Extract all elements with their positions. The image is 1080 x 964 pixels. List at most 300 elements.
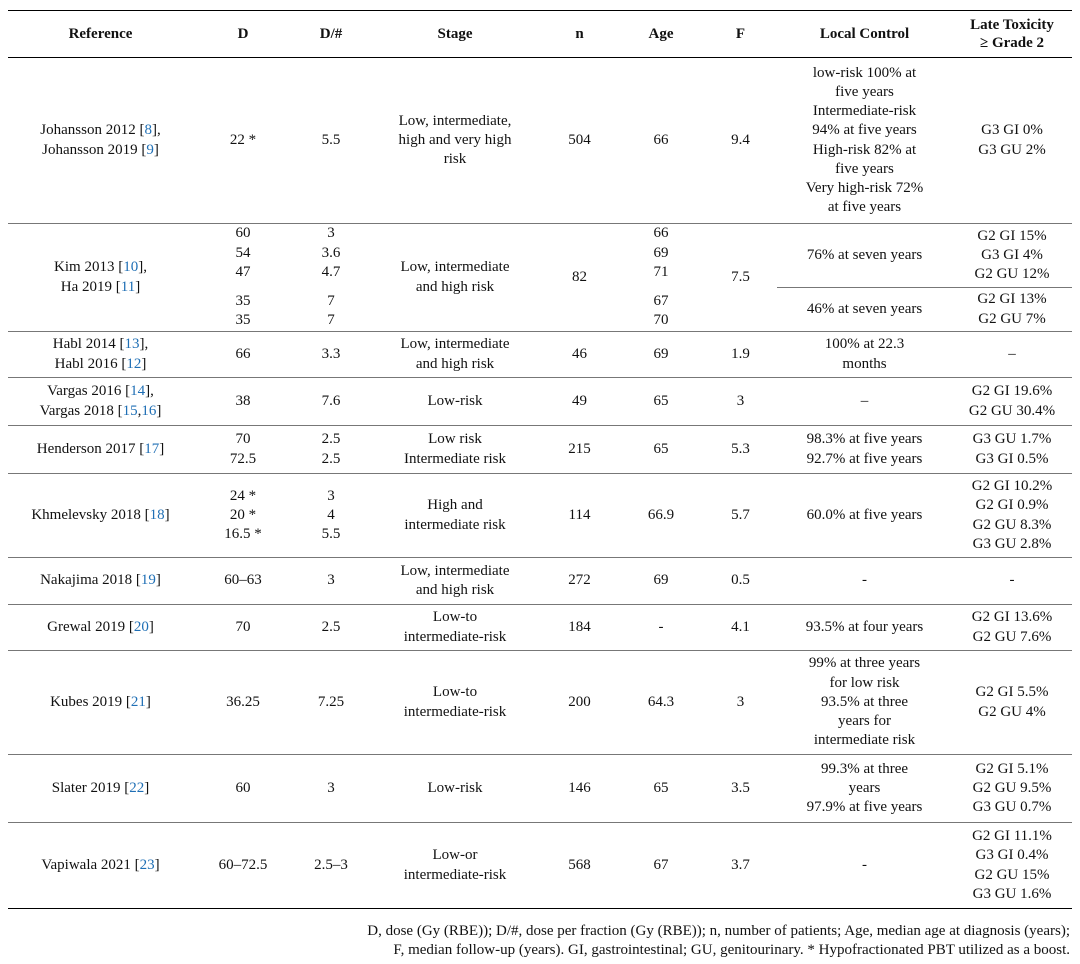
reference-line	[11, 355, 190, 374]
dose-cell-line: 36.25	[226, 693, 260, 710]
stage-cell-line: Low-or	[432, 847, 478, 864]
citation-link[interactable]: 13	[124, 336, 140, 353]
reference-cell	[8, 558, 193, 605]
reference-text: Nakajima 2018 [	[40, 572, 141, 589]
age-cell	[618, 651, 704, 755]
stage-cell	[369, 651, 541, 755]
stage-cell-line: Low, intermediate	[400, 336, 510, 353]
citation-link[interactable]: 9	[146, 141, 154, 158]
dose-cell-line: 38	[235, 392, 251, 409]
reference-text: ]	[153, 141, 159, 158]
table-row	[8, 224, 1072, 288]
header-late-toxicity-line1: Late Toxicity	[970, 17, 1054, 33]
dose-cell	[193, 755, 293, 823]
local-control-cell-line: 97.9% at five years	[806, 799, 923, 816]
patients-cell-value: 184	[568, 618, 591, 635]
dose-cell-line: 54	[235, 244, 251, 261]
age-cell-line: 69	[653, 345, 669, 362]
table-header-row	[8, 11, 1072, 58]
reference-line	[11, 402, 190, 421]
follow-up-cell-value: 3	[736, 693, 745, 710]
citation-link[interactable]: 21	[130, 693, 146, 710]
dose-per-fraction-cell-line: 2.5–3	[314, 856, 348, 873]
dose-cell-line: 35	[235, 312, 251, 329]
reference-text: Johansson 2012 [	[40, 122, 145, 139]
reference-text: ],	[138, 259, 147, 276]
dose-cell	[193, 224, 293, 332]
dose-cell	[193, 474, 293, 558]
late-toxicity-cell-line: G2 GU 15%	[974, 866, 1050, 883]
header-age: Age	[618, 11, 704, 58]
late-toxicity-cell-line: G2 GI 5.5%	[975, 684, 1049, 701]
age-cell	[618, 224, 704, 332]
late-toxicity-cell-line: G3 GI 4%	[981, 246, 1043, 263]
dose-per-fraction-cell-line: 3	[327, 572, 335, 589]
age-cell	[618, 755, 704, 823]
late-toxicity-cell	[952, 474, 1072, 558]
late-toxicity-cell	[952, 651, 1072, 755]
table-body	[8, 58, 1072, 909]
stage-cell-line: High and	[427, 497, 483, 514]
local-control-cell	[777, 58, 952, 224]
local-control-cell-line: -	[862, 856, 867, 873]
reference-line	[11, 121, 190, 140]
patients-cell	[541, 58, 618, 224]
local-control-cell-line: 99.3% at three	[820, 760, 909, 777]
local-control-cell-line: 98.3% at five years	[806, 431, 923, 448]
table-row	[8, 605, 1072, 651]
header-follow-up: F	[704, 11, 777, 58]
reference-cell	[8, 224, 193, 332]
stage-cell-line: and high risk	[415, 278, 495, 295]
stage-cell-line: and high risk	[415, 582, 495, 598]
patients-cell	[541, 426, 618, 474]
local-control-cell	[777, 426, 952, 474]
dose-per-fraction-cell	[293, 605, 369, 651]
local-control-cell-line: at five years	[827, 199, 902, 216]
citation-link[interactable]: 14	[130, 383, 146, 400]
reference-line	[11, 571, 190, 590]
local-control-cell-line: 100% at 22.3	[824, 336, 905, 353]
dose-cell-line: 20 *	[229, 506, 257, 523]
dose-per-fraction-cell-line: 3	[327, 487, 335, 504]
stage-cell-line: intermediate-risk	[403, 703, 507, 720]
late-toxicity-cell-line: G2 GI 10.2%	[971, 478, 1053, 495]
stage-cell	[369, 58, 541, 224]
table-row	[8, 332, 1072, 378]
local-control-cell	[777, 605, 952, 651]
dose-per-fraction-cell-line: 2.5	[321, 431, 341, 448]
footnote-line: D, dose (Gy (RBE)); D/#, dose per fraction (Gy (RBE)); n, number of patients; Age, median age at diagnosis (years);	[367, 923, 1070, 939]
late-toxicity-cell-line: G3 GI 0%	[981, 122, 1043, 139]
dose-per-fraction-cell-line: 3	[327, 779, 335, 796]
dose-per-fraction-cell	[293, 426, 369, 474]
stage-cell-line: Low risk	[428, 431, 482, 448]
age-cell	[618, 474, 704, 558]
header-dose: D	[193, 11, 293, 58]
age-cell-line: 69	[653, 244, 669, 261]
reference-cell	[8, 605, 193, 651]
dose-per-fraction-cell-line: 4	[327, 506, 335, 523]
stage-cell-line: Intermediate risk	[403, 450, 507, 467]
reference-cell	[8, 378, 193, 426]
late-toxicity-cell-line: G2 GU 7%	[978, 310, 1046, 327]
patients-cell	[541, 823, 618, 909]
late-toxicity-cell-line: –	[1008, 345, 1016, 362]
follow-up-cell	[704, 474, 777, 558]
table-footnote	[10, 922, 1070, 960]
dose-per-fraction-cell-line: 3.6	[321, 244, 341, 261]
dose-cell	[193, 823, 293, 909]
follow-up-cell	[704, 558, 777, 605]
dose-cell	[193, 651, 293, 755]
late-toxicity-cell-line: G2 GI 13.6%	[971, 609, 1053, 626]
age-cell-line: 65	[653, 392, 669, 409]
table-row	[8, 755, 1072, 823]
dose-cell	[193, 426, 293, 474]
reference-text: Vargas 2016 [	[47, 383, 131, 400]
dose-cell	[193, 378, 293, 426]
reference-text: ]	[145, 693, 151, 710]
late-toxicity-cell-line: G3 GU 1.6%	[972, 885, 1052, 902]
patients-cell	[541, 378, 618, 426]
dose-per-fraction-cell	[293, 651, 369, 755]
dose-cell-line: 35	[235, 293, 251, 310]
follow-up-cell-value: 7.5	[731, 268, 750, 285]
late-toxicity-cell-line: G2 GI 11.1%	[972, 828, 1052, 845]
reference-line	[11, 440, 190, 459]
citation-link[interactable]: 20	[133, 618, 149, 635]
dose-per-fraction-cell-line: 7	[327, 312, 335, 329]
stage-cell	[369, 474, 541, 558]
footnote-line: F, median follow-up (years). GI, gastrointestinal; GU, genitourinary. * Hypofractionated PBT utilized as a boost.	[393, 942, 1070, 958]
age-cell	[618, 558, 704, 605]
citation-link[interactable]: 18	[149, 506, 165, 523]
late-toxicity-cell	[952, 58, 1072, 224]
follow-up-cell-value: 3.5	[731, 779, 750, 796]
reference-line	[11, 856, 190, 875]
citation-link[interactable]: 8	[144, 122, 152, 139]
header-reference: Reference	[8, 11, 193, 58]
reference-text: ]	[154, 856, 160, 873]
header-late-toxicity	[952, 11, 1072, 58]
local-control-cell-line: years	[848, 779, 881, 796]
follow-up-cell	[704, 332, 777, 378]
reference-cell	[8, 58, 193, 224]
dose-per-fraction-cell	[293, 378, 369, 426]
reference-cell	[8, 332, 193, 378]
age-cell-line: 69	[653, 572, 669, 589]
follow-up-cell	[704, 58, 777, 224]
local-control-cell-line: for low risk	[829, 674, 900, 691]
late-toxicity-cell-line: G3 GI 0.4%	[975, 847, 1049, 864]
patients-cell	[541, 558, 618, 605]
follow-up-cell-value: 9.4	[731, 131, 750, 148]
late-toxicity-cell	[952, 224, 1072, 288]
local-control-cell-line: 94% at five years	[812, 122, 917, 139]
stage-cell	[369, 426, 541, 474]
follow-up-cell-value: 4.1	[731, 618, 750, 635]
header-local-control: Local Control	[777, 11, 952, 58]
reference-text: Grewal 2019 [	[47, 618, 134, 635]
patients-cell-value: 215	[568, 440, 591, 457]
age-cell	[618, 58, 704, 224]
local-control-cell-line: 93.5% at three	[820, 693, 909, 710]
age-cell-line: 66	[653, 131, 669, 148]
dose-per-fraction-cell	[293, 332, 369, 378]
late-toxicity-cell-line: G2 GU 7.6%	[972, 628, 1052, 645]
citation-link[interactable]: 11	[120, 278, 136, 295]
citation-link[interactable]: 17	[144, 440, 160, 457]
stage-cell	[369, 605, 541, 651]
stage-cell	[369, 332, 541, 378]
table-row	[8, 58, 1072, 224]
table-row	[8, 474, 1072, 558]
reference-cell	[8, 474, 193, 558]
reference-text: ]	[159, 440, 165, 457]
local-control-cell-line: –	[860, 392, 869, 409]
patients-cell-value: 568	[568, 856, 591, 873]
dose-per-fraction-cell	[293, 755, 369, 823]
reference-line	[11, 618, 190, 637]
patients-cell-value: 82	[572, 268, 587, 285]
dose-cell	[193, 558, 293, 605]
reference-cell	[8, 755, 193, 823]
patients-cell-value: 146	[568, 779, 591, 796]
dose-cell-line: 66	[235, 345, 251, 362]
dose-cell-line: 60–63	[224, 572, 262, 589]
local-control-cell-line: 92.7% at five years	[806, 450, 923, 467]
dose-cell-line: 47	[235, 263, 251, 280]
follow-up-cell	[704, 755, 777, 823]
reference-text: ]	[141, 355, 147, 372]
dose-cell-line: 16.5 *	[224, 526, 262, 543]
local-control-cell-line: -	[862, 572, 867, 589]
late-toxicity-cell	[952, 288, 1072, 332]
patients-cell-value: 114	[568, 506, 591, 523]
age-cell-line: 65	[653, 779, 669, 796]
patients-cell	[541, 474, 618, 558]
header-late-toxicity-line2: ≥ Grade 2	[979, 35, 1045, 51]
local-control-cell	[777, 332, 952, 378]
reference-text: ]	[144, 779, 150, 796]
stage-cell	[369, 823, 541, 909]
late-toxicity-cell-line: G2 GU 8.3%	[972, 516, 1052, 533]
late-toxicity-cell	[952, 755, 1072, 823]
dose-cell-line: 70	[235, 618, 251, 635]
age-cell	[618, 378, 704, 426]
follow-up-cell	[704, 224, 777, 332]
dose-per-fraction-cell	[293, 58, 369, 224]
late-toxicity-cell-line: G3 GU 2%	[978, 141, 1046, 158]
late-toxicity-cell-line: G2 GU 9.5%	[972, 779, 1052, 796]
reference-text: ]	[155, 572, 161, 589]
dose-cell-line: 70	[235, 431, 251, 448]
patients-cell	[541, 651, 618, 755]
table-row	[8, 426, 1072, 474]
dose-per-fraction-cell	[293, 474, 369, 558]
dose-cell-line: 24 *	[229, 487, 257, 504]
local-control-cell-line: months	[842, 355, 887, 372]
late-toxicity-cell-line: G2 GI 13%	[977, 291, 1047, 308]
patients-cell	[541, 332, 618, 378]
local-control-cell	[777, 474, 952, 558]
reference-text: Habl 2014 [	[52, 336, 125, 353]
reference-text: ],	[151, 122, 161, 139]
local-control-cell	[777, 288, 952, 332]
follow-up-cell-value: 5.3	[731, 440, 750, 457]
local-control-cell	[777, 823, 952, 909]
reference-text: Kim 2013 [	[54, 259, 124, 276]
stage-cell-line: high and very high	[398, 131, 512, 148]
follow-up-cell	[704, 378, 777, 426]
citation-link[interactable]: 12	[126, 355, 142, 372]
follow-up-cell-value: 3.7	[731, 856, 750, 873]
local-control-cell-line: Very high-risk 72%	[805, 179, 924, 196]
reference-text: ]	[156, 402, 162, 419]
dose-cell	[193, 332, 293, 378]
local-control-cell	[777, 558, 952, 605]
table-row	[8, 823, 1072, 909]
patients-cell-value: 272	[568, 572, 591, 589]
age-cell-line: -	[658, 618, 664, 635]
citation-link[interactable]: 10	[123, 259, 139, 276]
reference-text: ]	[148, 618, 154, 635]
dose-per-fraction-cell-line: 2.5	[321, 450, 341, 467]
stage-cell	[369, 224, 541, 332]
dose-cell-line: 72.5	[229, 450, 257, 467]
dose-per-fraction-cell-line: 7.25	[317, 693, 345, 710]
dose-per-fraction-cell-line: 3	[327, 225, 335, 242]
follow-up-cell-value: 5.7	[731, 506, 750, 523]
dose-per-fraction-cell-line: 7	[327, 293, 335, 310]
stage-cell	[369, 755, 541, 823]
stage-cell-line: risk	[443, 151, 467, 168]
dose-per-fraction-cell	[293, 224, 369, 332]
dose-cell-line: 60	[235, 225, 251, 242]
late-toxicity-cell	[952, 426, 1072, 474]
stage-cell-line: Low, intermediate	[400, 562, 510, 579]
local-control-cell	[777, 224, 952, 288]
dose-cell	[193, 58, 293, 224]
citation-link[interactable]: 15	[122, 402, 138, 419]
local-control-cell-line: low-risk 100% at	[812, 64, 917, 81]
age-cell-line: 65	[653, 440, 669, 457]
age-cell-line: 71	[653, 263, 669, 280]
stage-cell-line: Low, intermediate,	[398, 112, 512, 129]
reference-text: ],	[139, 336, 149, 353]
dose-per-fraction-cell-line: 7.6	[321, 392, 341, 409]
dose-cell-line: 60–72.5	[218, 856, 268, 873]
reference-cell	[8, 823, 193, 909]
citation-link[interactable]: 22	[129, 779, 145, 796]
age-cell-line: 67	[653, 856, 669, 873]
follow-up-cell-value: 1.9	[731, 345, 750, 362]
reference-line	[11, 278, 190, 297]
local-control-cell-line: years for	[838, 713, 891, 730]
dose-cell-line: 60	[235, 779, 251, 796]
reference-line	[11, 693, 190, 712]
late-toxicity-cell-line: G2 GI 15%	[977, 227, 1047, 244]
late-toxicity-cell-line: G2 GU 12%	[974, 266, 1050, 283]
follow-up-cell-value: 0.5	[731, 572, 750, 589]
dose-cell	[193, 605, 293, 651]
local-control-cell	[777, 651, 952, 755]
dose-per-fraction-cell-line: 5.5	[321, 526, 341, 543]
reference-line	[11, 779, 190, 798]
local-control-cell-line: 93.5% at four years	[805, 618, 924, 635]
patients-cell-value: 46	[572, 345, 587, 362]
stage-cell-line: intermediate risk	[404, 516, 506, 533]
age-cell	[618, 823, 704, 909]
reference-cell	[8, 651, 193, 755]
citation-link[interactable]: 19	[140, 572, 156, 589]
patients-cell	[541, 605, 618, 651]
reference-line	[11, 258, 190, 277]
stage-cell-line: Low-to	[432, 609, 478, 626]
age-cell-line: 64.3	[647, 693, 675, 710]
results-table	[8, 10, 1072, 909]
dose-per-fraction-cell-line: 3.3	[321, 345, 341, 362]
late-toxicity-cell-line: G3 GU 2.8%	[972, 535, 1052, 552]
stage-cell-line: intermediate-risk	[403, 866, 507, 883]
stage-cell-line: Low-risk	[427, 779, 483, 796]
late-toxicity-cell-line: -	[1009, 572, 1015, 589]
table-row	[8, 558, 1072, 605]
age-cell-line: 70	[653, 312, 669, 329]
reference-line	[11, 382, 190, 401]
reference-line	[11, 506, 190, 525]
local-control-cell-line: 76% at seven years	[806, 246, 923, 263]
late-toxicity-cell-line: G3 GU 0.7%	[972, 799, 1052, 816]
reference-line	[11, 141, 190, 160]
local-control-cell-line: Intermediate-risk	[812, 103, 917, 120]
age-cell	[618, 605, 704, 651]
reference-cell	[8, 426, 193, 474]
patients-cell	[541, 224, 618, 332]
local-control-cell	[777, 378, 952, 426]
reference-text: Habl 2016 [	[54, 355, 127, 372]
age-cell	[618, 426, 704, 474]
follow-up-cell	[704, 605, 777, 651]
local-control-cell-line: five years	[835, 83, 894, 100]
table-row	[8, 378, 1072, 426]
late-toxicity-cell-line: G2 GI 5.1%	[975, 760, 1049, 777]
patients-cell-value: 504	[568, 131, 591, 148]
citation-link[interactable]: 23	[139, 856, 155, 873]
dose-per-fraction-cell-line: 5.5	[321, 131, 341, 148]
dose-per-fraction-cell	[293, 823, 369, 909]
local-control-cell-line: 46% at seven years	[806, 300, 923, 317]
late-toxicity-cell	[952, 558, 1072, 605]
reference-text: Vargas 2018 [	[39, 402, 123, 419]
citation-link[interactable]: 16	[141, 402, 157, 419]
reference-text: Henderson 2017 [	[36, 440, 145, 457]
local-control-cell-line: intermediate risk	[813, 732, 916, 749]
follow-up-cell-value: 3	[736, 392, 745, 409]
reference-text: Slater 2019 [	[51, 779, 130, 796]
reference-text: ,	[137, 402, 142, 419]
stage-cell-line: Low-risk	[427, 392, 483, 409]
local-control-cell-line: 99% at three years	[808, 655, 921, 672]
stage-cell-line: Low-to	[432, 684, 478, 701]
header-dose-per-fraction: D/#	[293, 11, 369, 58]
late-toxicity-cell-line: G2 GI 19.6%	[971, 383, 1053, 400]
dose-per-fraction-cell-line: 4.7	[321, 263, 341, 280]
follow-up-cell	[704, 823, 777, 909]
reference-text: Johansson 2019 [	[42, 141, 147, 158]
late-toxicity-cell	[952, 378, 1072, 426]
